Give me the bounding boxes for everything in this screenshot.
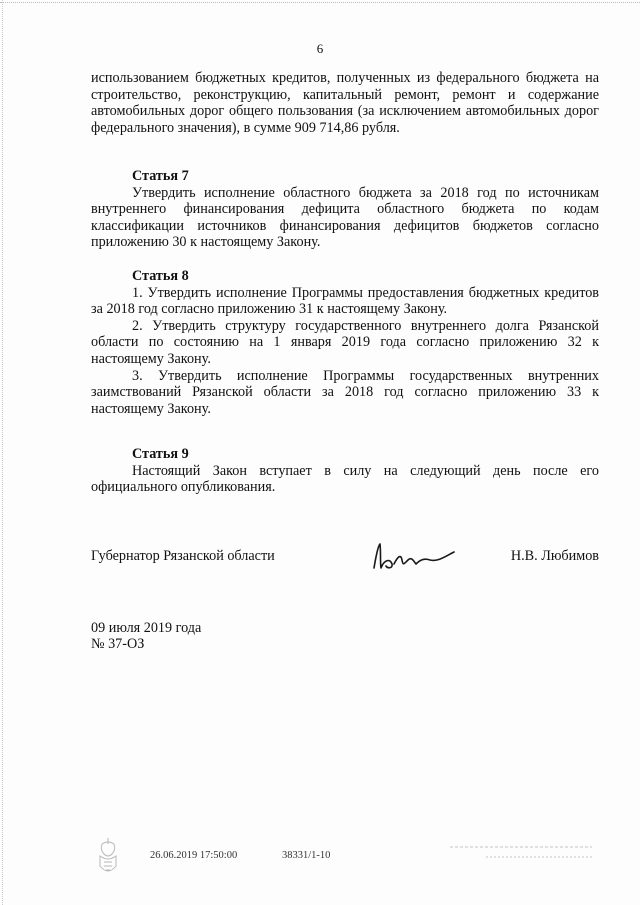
article-heading: Статья 7 bbox=[132, 168, 189, 184]
law-date: 09 июля 2019 года bbox=[91, 620, 202, 636]
article-8 bbox=[91, 268, 599, 417]
signature-row bbox=[91, 548, 599, 588]
article-paragraph: Настоящий Закон вступает в силу на следующий день после его официального опубликования. bbox=[91, 462, 599, 496]
article-paragraph: 2. Утвердить структуру государственного внутреннего долга Рязанской области по состоянию на 1 января 2019 года согласно приложению 32 к настоящему Закону. bbox=[91, 317, 599, 367]
article-heading: Статья 9 bbox=[132, 446, 189, 462]
law-number: № 37-ОЗ bbox=[91, 636, 145, 652]
article-7 bbox=[91, 168, 599, 251]
article-9 bbox=[91, 446, 599, 496]
signatory-title: Губернатор Рязанской области bbox=[91, 548, 275, 564]
article-paragraph: 1. Утвердить исполнение Программы предоставления бюджетных кредитов за 2018 год согласно приложению 31 к настоящему Закону. bbox=[91, 284, 599, 318]
scan-edge-left bbox=[2, 0, 6, 905]
signatory-name: Н.В. Любимов bbox=[510, 548, 599, 564]
article-paragraph: Утвердить исполнение областного бюджета за 2018 год по источникам внутреннего финансирования дефицита областного бюджета по кодам классификации источников финансирования дефицитов бюджетов согласно приложению 30 к настоящему Закону. bbox=[91, 184, 599, 251]
article-paragraph: 3. Утвердить исполнение Программы государственных внутренних заимствований Рязанской области за 2018 год согласно приложению 33 к настоящему Закону. bbox=[91, 367, 599, 417]
registration-stamp-watermark bbox=[446, 841, 596, 865]
footer-timestamp: 26.06.2019 17:50:00 bbox=[150, 850, 238, 861]
handwritten-signature bbox=[368, 538, 458, 578]
scan-edge-top bbox=[0, 2, 640, 7]
opening-paragraph-block bbox=[91, 70, 599, 136]
opening-paragraph: использованием бюджетных кредитов, полученных из федерального бюджета на строительство, реконструкцию, капитальный ремонт, ремонт и содержание автомобильных дорог общего пользования (за исключением автомобильных дорог федерального значения), в сумме 909 714,86 рубля. bbox=[91, 70, 599, 136]
page-number: 6 bbox=[316, 41, 324, 56]
article-heading: Статья 8 bbox=[132, 268, 189, 284]
emblem-watermark-icon bbox=[94, 836, 122, 878]
footer-doc-code: 38331/1-10 bbox=[282, 850, 331, 861]
